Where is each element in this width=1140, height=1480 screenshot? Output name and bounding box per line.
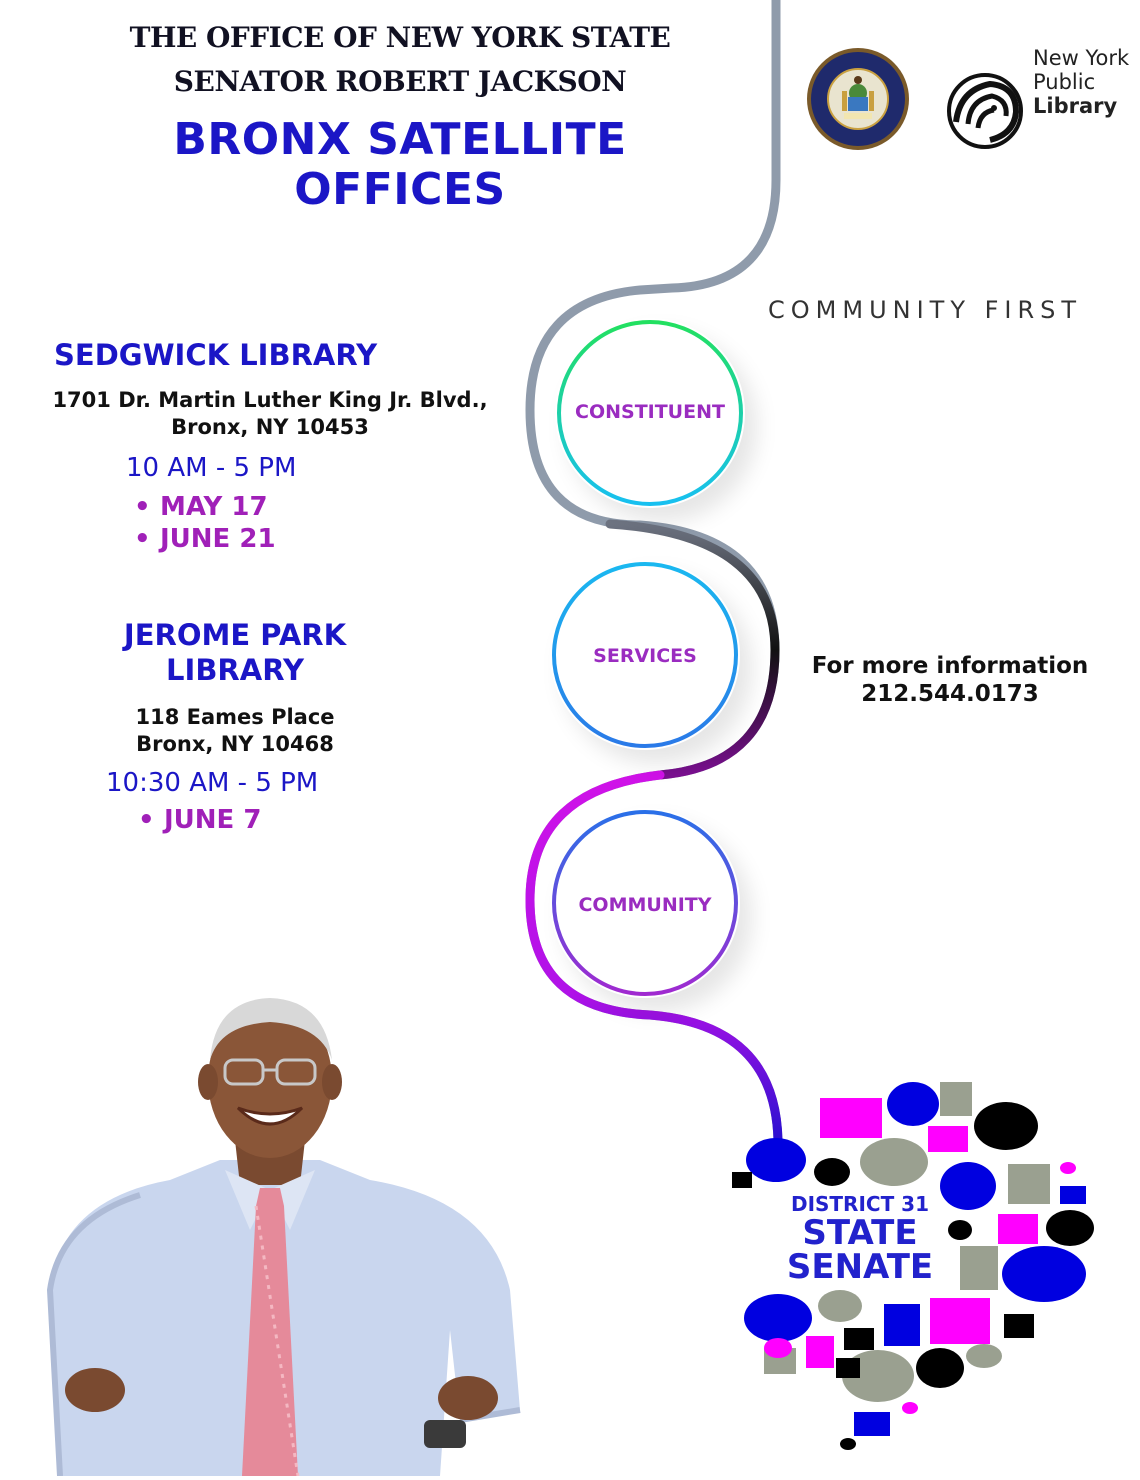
nypl-line-1: New York bbox=[1033, 46, 1130, 70]
date-item: • JUNE 7 bbox=[138, 805, 262, 835]
location-hours: 10:30 AM - 5 PM bbox=[106, 768, 319, 798]
location-address bbox=[30, 387, 510, 441]
location-hours: 10 AM - 5 PM bbox=[126, 453, 297, 483]
location-sedgwick bbox=[30, 338, 510, 555]
address-line-2: Bronx, NY 10468 bbox=[136, 732, 334, 756]
contact-phone[interactable]: 212.544.0173 bbox=[861, 681, 1039, 707]
location-name: SEDGWICK LIBRARY bbox=[54, 338, 378, 372]
district-line-2: STATE bbox=[802, 1213, 918, 1253]
date-item: • JUNE 21 bbox=[134, 524, 276, 554]
address-line-2: Bronx, NY 10453 bbox=[171, 415, 369, 439]
title-line-2: OFFICES bbox=[294, 164, 506, 215]
location-name bbox=[60, 618, 410, 688]
circle-label: CONSTITUENT bbox=[575, 401, 725, 423]
nypl-lion-icon bbox=[946, 72, 1024, 150]
location-address bbox=[60, 704, 410, 758]
district-line-1: DISTRICT 31 bbox=[790, 1192, 930, 1216]
date-item: • MAY 17 bbox=[134, 492, 268, 522]
circle-services bbox=[550, 560, 740, 750]
district-logo-text bbox=[786, 1192, 934, 1287]
senator-photo bbox=[20, 990, 540, 1476]
circle-community bbox=[550, 808, 740, 998]
office-line-1: THE OFFICE OF NEW YORK STATE bbox=[129, 21, 671, 54]
senator-seal bbox=[806, 47, 910, 151]
page-title bbox=[100, 115, 700, 215]
title-line-1: BRONX SATELLITE bbox=[173, 114, 627, 165]
circle-label: SERVICES bbox=[593, 645, 697, 667]
contact-label: For more information bbox=[811, 653, 1089, 679]
location-name-line-1: JEROME PARK bbox=[123, 618, 347, 652]
circle-constituent bbox=[555, 318, 745, 508]
nypl-line-2: Public bbox=[1033, 70, 1096, 94]
circle-label: COMMUNITY bbox=[578, 894, 712, 916]
office-title bbox=[60, 16, 740, 104]
nypl-line-3: Library bbox=[1033, 94, 1118, 118]
district-line-3: SENATE bbox=[786, 1247, 934, 1287]
nypl-logo bbox=[946, 46, 1136, 150]
location-jerome-park bbox=[60, 618, 410, 836]
location-name-line-2: LIBRARY bbox=[166, 653, 304, 687]
address-line-1: 118 Eames Place bbox=[135, 705, 335, 729]
office-line-2: SENATOR ROBERT JACKSON bbox=[173, 65, 627, 98]
address-line-1: 1701 Dr. Martin Luther King Jr. Blvd., bbox=[52, 388, 488, 412]
tagline: COMMUNITY FIRST bbox=[768, 296, 1083, 324]
district-31-logo bbox=[728, 1078, 1100, 1468]
contact-info bbox=[790, 652, 1110, 708]
